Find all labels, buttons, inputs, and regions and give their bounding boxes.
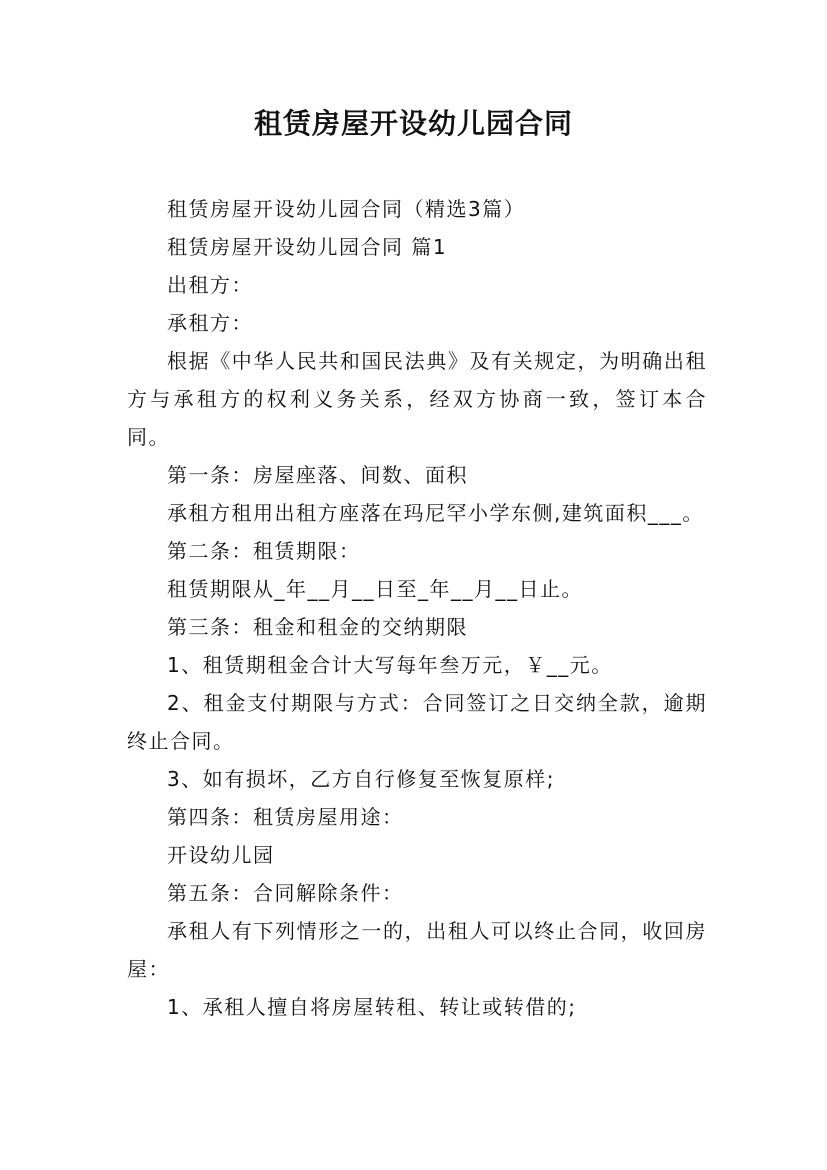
paragraph: 承租方租用出租方座落在玛尼罕小学东侧,建筑面积___。 bbox=[167, 501, 704, 525]
paragraph: 租赁房屋开设幼儿园合同 篇1 bbox=[167, 235, 448, 259]
paragraph: 根据《中华人民共和国民法典》及有关规定，为明确出租方与承租方的权利义务关系，经双方协商一致，签订本合同。 bbox=[127, 349, 707, 449]
paragraph: 开设幼儿园 bbox=[167, 843, 275, 867]
document-body bbox=[127, 190, 707, 1026]
paragraph: 租赁期限从_年__月__日至_年__月__日止。 bbox=[167, 577, 583, 601]
paragraph: 1、承租人擅自将房屋转租、转让或转借的; bbox=[167, 995, 577, 1019]
paragraph: 第二条：租赁期限： bbox=[167, 539, 361, 563]
paragraph: 第五条：合同解除条件： bbox=[167, 881, 404, 905]
paragraph: 承租方： bbox=[167, 311, 253, 335]
paragraph: 第三条：租金和租金的交纳期限 bbox=[167, 615, 468, 639]
paragraph: 1、租赁期租金合计大写每年叁万元，￥__元。 bbox=[167, 653, 613, 677]
paragraph: 承租人有下列情形之一的，出租人可以终止合同，收回房屋： bbox=[127, 919, 707, 981]
paragraph: 第一条：房屋座落、间数、面积 bbox=[167, 463, 468, 487]
paragraph: 租赁房屋开设幼儿园合同（精选3篇） bbox=[167, 197, 526, 221]
document-title: 租赁房屋开设幼儿园合同 bbox=[253, 107, 573, 140]
paragraph: 2、租金支付期限与方式：合同签订之日交纳全款，逾期终止合同。 bbox=[127, 691, 707, 753]
paragraph: 第四条：租赁房屋用途： bbox=[167, 805, 404, 829]
paragraph: 3、如有损坏，乙方自行修复至恢复原样; bbox=[167, 767, 555, 791]
paragraph: 出租方： bbox=[167, 273, 253, 297]
